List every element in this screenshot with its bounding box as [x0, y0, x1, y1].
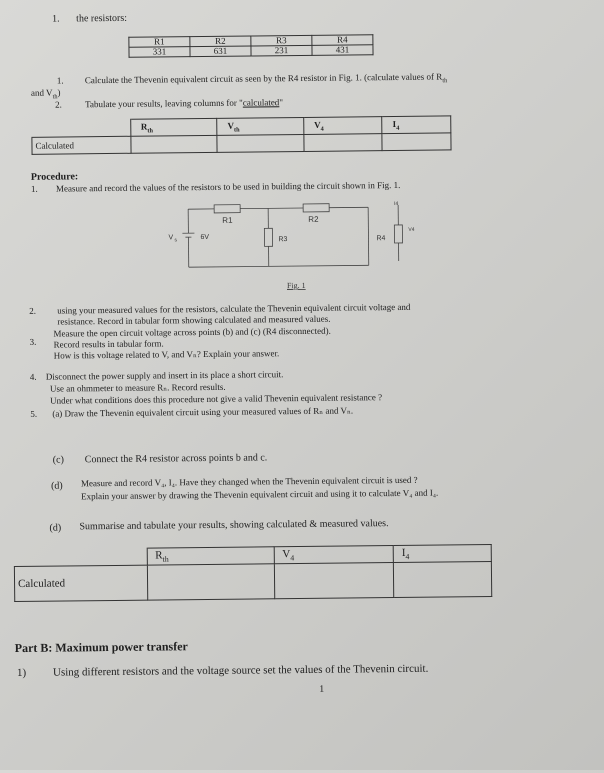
resistor-r2-symbol [303, 204, 329, 212]
label-vs-sub: s [174, 237, 177, 243]
calc-item2-number: 2. [55, 100, 62, 110]
procedure-title: Procedure: [31, 171, 79, 182]
substep-c-text: Connect the R4 resistor across points b and c. [85, 452, 268, 465]
table1-row-label: Calculated [32, 136, 131, 154]
step3-line2: Record results in tabular form. [54, 338, 164, 349]
part-b-step-number: 1) [17, 667, 26, 679]
table1-header-v4: $V_4$ [304, 117, 383, 135]
label-i4: I4 [394, 201, 398, 207]
step2-line2: resistance. Record in tabular form showing calculated and measured values. [57, 314, 330, 327]
table2-cell [274, 563, 394, 599]
label-r4: R4 [376, 235, 385, 242]
step4-number: 4. [30, 372, 37, 382]
resistor-r4-symbol [394, 225, 402, 243]
substep-d2-text: Summarise and tabulate your results, showing calculated & measured values. [79, 518, 388, 532]
substep-d1-line2: Explain your answer by drawing the Thevenin equivalent circuit and using it to calculate V₄ and I₄. [81, 488, 438, 502]
substep-d1-line1: Measure and record V₄, I₄. Have they changed when the Thevenin equivalent circuit is used ? [81, 475, 418, 489]
resistor-value: 331 [129, 47, 190, 58]
step3-number: 3. [29, 337, 36, 347]
table2-cell [147, 564, 274, 600]
intro-number: 1. [52, 14, 60, 25]
table2-corner [14, 548, 147, 566]
calc-item1-continuation: and $V_{th}$) [31, 88, 61, 101]
resistor-header: R3 [251, 35, 312, 46]
resistor-r3-symbol [264, 228, 272, 246]
results-table-2 [14, 544, 493, 602]
procedure-step1-text: Measure and record the values of the resistors to be used in building the circuit shown in Fig. 1. [56, 180, 401, 194]
wire-bottom [189, 265, 369, 267]
table1-header-i4: $I_4$ [382, 116, 451, 134]
table1-corner [32, 119, 131, 137]
substep-c-label: (c) [53, 454, 64, 465]
table1-cell [304, 134, 383, 152]
table1-cell [217, 134, 304, 152]
step2-number: 2. [29, 306, 36, 316]
substep-d1-label: (d) [51, 481, 63, 492]
label-v4: V4 [408, 227, 414, 233]
label-r2: R2 [308, 215, 319, 224]
step3-line1: Measure the open circuit voltage across points (b) and (c) (R4 disconnected). [53, 326, 330, 339]
table1-cell [382, 133, 451, 151]
results-table-1 [31, 115, 451, 154]
resistor-header: R1 [129, 37, 190, 48]
step3-line3: How is this voltage related to V, and Vₙ? Explain your answer. [54, 348, 280, 361]
step2-line1: using your measured values for the resistors, calculate the Thevenin equivalent circuit voltage and [57, 302, 410, 316]
resistor-header: R2 [190, 36, 251, 47]
table1-header-vth: $V_{th}$ [217, 117, 304, 135]
procedure-step1-number: 1. [31, 184, 38, 194]
figure-caption: Fig. 1 [287, 281, 306, 290]
calc-item2-text: Tabulate your results, leaving columns for "calculated" [85, 97, 283, 109]
label-r3: R3 [278, 236, 287, 243]
label-source: 6V [200, 234, 209, 241]
intro-text: the resistors: [76, 13, 127, 25]
calc-item1-text: Calculate the Thevenin equivalent circuit as seen by the R4 resistor in Fig. 1. (calculate values of $R_{th}$ [85, 71, 448, 88]
table2-header-rth: $R_{th}$ [147, 547, 274, 565]
step5-line1: (a) Draw the Thevenin equivalent circuit using your measured values of Rₙ and Vₙ. [52, 405, 353, 419]
step5-number: 5. [30, 409, 37, 419]
page-number: 1 [319, 684, 324, 695]
resistor-r1-symbol [214, 205, 240, 213]
resistor-header: R4 [312, 35, 373, 46]
wire-right [368, 207, 369, 265]
table2-header-v4: $V_4$ [274, 546, 394, 564]
table1-header-rth: $R_{th}$ [130, 118, 217, 136]
resistor-value: 631 [190, 46, 251, 57]
step4-line1: Disconnect the power supply and insert in its place a short circuit. [46, 369, 284, 381]
table2-cell [393, 562, 491, 598]
step4-line3: Under what conditions does this procedure not give a valid Thevenin equivalent resistance ? [50, 392, 382, 405]
substep-d2-label: (d) [49, 523, 61, 534]
resistor-value: 431 [312, 45, 373, 56]
calc-item1-number: 1. [57, 75, 64, 85]
resistor-value: 231 [251, 45, 312, 56]
label-vs: V [168, 234, 173, 241]
step4-line2: Use an ohmmeter to measure Rₙ. Record results. [50, 382, 226, 395]
label-r1: R1 [222, 216, 233, 225]
part-b-step-text: Using different resistors and the voltage source set the values of the Thevenin circuit. [53, 663, 428, 679]
resistor-values-table [128, 34, 373, 58]
table2-header-i4: $I_4$ [393, 545, 491, 563]
circuit-diagram [158, 195, 429, 294]
part-b-title: Part B: Maximum power transfer [15, 639, 188, 656]
table2-row-label: Calculated [14, 565, 147, 601]
table1-cell [130, 135, 217, 153]
